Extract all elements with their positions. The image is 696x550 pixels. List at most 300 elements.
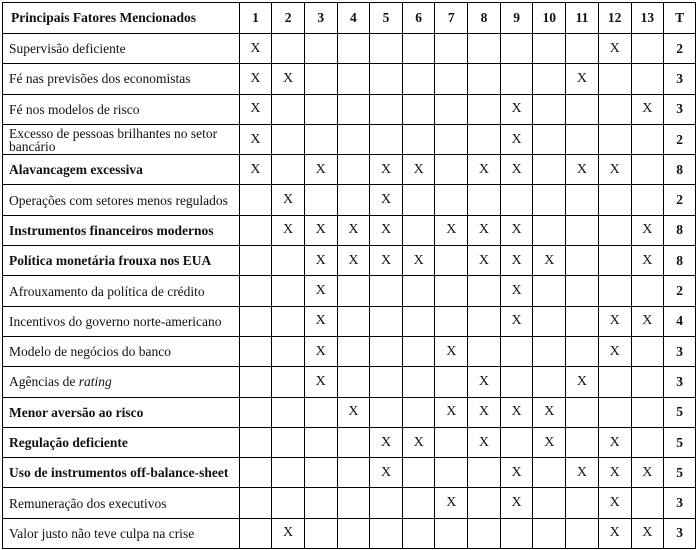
mark-cell <box>598 94 631 124</box>
row-total: 2 <box>664 124 696 154</box>
mark-cell <box>370 306 403 336</box>
mark-cell <box>304 94 337 124</box>
mark-cell <box>533 215 566 245</box>
mark-cell <box>337 306 370 336</box>
factor-label <box>3 367 240 397</box>
mark-cell: X <box>239 34 272 64</box>
mark-cell: X <box>500 246 533 276</box>
mark-cell <box>304 64 337 94</box>
mark-cell <box>337 94 370 124</box>
mark-cell <box>631 34 664 64</box>
mark-cell <box>533 34 566 64</box>
mark-cell <box>272 458 305 488</box>
mark-cell <box>304 397 337 427</box>
factor-text: Instrumentos financeiros modernos <box>9 222 214 238</box>
mark-cell <box>566 124 599 154</box>
factor-text: Uso de instrumentos off-balance-sheet <box>9 465 229 481</box>
mark-cell <box>337 64 370 94</box>
table-row <box>3 427 696 457</box>
mark-cell <box>566 246 599 276</box>
mark-cell <box>468 276 501 306</box>
mark-cell <box>370 34 403 64</box>
mark-cell <box>435 94 468 124</box>
factor-label <box>3 64 240 94</box>
row-total: 2 <box>664 34 696 64</box>
column-header-6: 6 <box>402 3 435 34</box>
mark-cell <box>402 488 435 518</box>
mark-cell: X <box>500 276 533 306</box>
factor-label <box>3 397 240 427</box>
mark-cell <box>468 518 501 548</box>
factor-text: Afrouxamento da política de crédito <box>9 283 205 299</box>
mark-cell <box>337 336 370 366</box>
mark-cell <box>370 397 403 427</box>
mark-cell: X <box>239 155 272 185</box>
mark-cell <box>631 367 664 397</box>
factor-label <box>3 427 240 457</box>
mark-cell: X <box>304 306 337 336</box>
mark-cell: X <box>598 306 631 336</box>
factor-label <box>3 246 240 276</box>
mark-cell <box>468 458 501 488</box>
mark-cell: X <box>598 458 631 488</box>
mark-cell <box>435 276 468 306</box>
mark-cell <box>337 124 370 154</box>
mark-cell <box>435 64 468 94</box>
mark-cell: X <box>468 215 501 245</box>
mark-cell <box>402 306 435 336</box>
factor-text: Incentivos do governo norte-americano <box>9 313 222 329</box>
mark-cell <box>468 185 501 215</box>
mark-cell: X <box>533 397 566 427</box>
mark-cell <box>370 488 403 518</box>
table-body <box>3 34 696 549</box>
mark-cell <box>435 518 468 548</box>
mark-cell: X <box>598 336 631 366</box>
mark-cell <box>631 276 664 306</box>
mark-cell <box>337 427 370 457</box>
mark-cell: X <box>598 427 631 457</box>
mark-cell <box>239 458 272 488</box>
mark-cell: X <box>304 276 337 306</box>
mark-cell <box>533 367 566 397</box>
mark-cell <box>272 124 305 154</box>
mark-cell <box>402 94 435 124</box>
factor-text: Modelo de negócios do banco <box>9 344 171 360</box>
factor-label <box>3 185 240 215</box>
table-row <box>3 155 696 185</box>
column-header-4: 4 <box>337 3 370 34</box>
mark-cell: X <box>304 246 337 276</box>
mark-cell: X <box>370 155 403 185</box>
mark-cell <box>533 64 566 94</box>
row-total: 8 <box>664 155 696 185</box>
mark-cell: X <box>370 458 403 488</box>
table-row <box>3 397 696 427</box>
mark-cell: X <box>566 64 599 94</box>
factor-text: Fé nos modelos de risco <box>9 101 140 117</box>
row-total: 2 <box>664 276 696 306</box>
mark-cell <box>272 427 305 457</box>
mark-cell <box>337 458 370 488</box>
mark-cell: X <box>304 215 337 245</box>
mark-cell <box>304 458 337 488</box>
mark-cell <box>304 34 337 64</box>
mark-cell: X <box>337 246 370 276</box>
mark-cell <box>402 458 435 488</box>
mark-cell <box>435 124 468 154</box>
mark-cell: X <box>631 94 664 124</box>
mark-cell: X <box>304 367 337 397</box>
mark-cell: X <box>468 427 501 457</box>
factor-text: Operações com setores menos regulados <box>9 192 228 208</box>
mark-cell <box>566 94 599 124</box>
mark-cell <box>631 155 664 185</box>
row-total: 3 <box>664 488 696 518</box>
mark-cell <box>500 427 533 457</box>
mark-cell <box>533 155 566 185</box>
row-total: 4 <box>664 306 696 336</box>
factor-text: Remuneração dos executivos <box>9 495 167 511</box>
mark-cell <box>370 64 403 94</box>
mark-cell: X <box>370 185 403 215</box>
mark-cell: X <box>239 124 272 154</box>
column-header-1: 1 <box>239 3 272 34</box>
mark-cell <box>598 64 631 94</box>
mark-cell <box>402 276 435 306</box>
mark-cell: X <box>631 458 664 488</box>
factor-text-italic: rating <box>78 374 112 390</box>
mark-cell <box>435 155 468 185</box>
mark-cell <box>598 397 631 427</box>
table-row <box>3 458 696 488</box>
mark-cell <box>337 155 370 185</box>
mark-cell <box>566 427 599 457</box>
row-total: 5 <box>664 427 696 457</box>
mark-cell <box>533 458 566 488</box>
mark-cell <box>598 367 631 397</box>
row-total: 5 <box>664 397 696 427</box>
mark-cell <box>468 336 501 366</box>
mark-cell <box>598 215 631 245</box>
mark-cell <box>272 367 305 397</box>
mark-cell <box>239 306 272 336</box>
factor-column-header: Principais Fatores Mencionados <box>3 3 240 34</box>
mark-cell <box>631 336 664 366</box>
mark-cell <box>435 306 468 336</box>
mark-cell <box>500 34 533 64</box>
mark-cell <box>533 276 566 306</box>
mark-cell <box>631 64 664 94</box>
mark-cell <box>402 185 435 215</box>
mark-cell: X <box>402 427 435 457</box>
mark-cell: X <box>500 458 533 488</box>
mark-cell: X <box>402 155 435 185</box>
table-row <box>3 306 696 336</box>
column-header-8: 8 <box>468 3 501 34</box>
mark-cell <box>468 306 501 336</box>
mark-cell <box>566 306 599 336</box>
row-total: 2 <box>664 185 696 215</box>
mark-cell <box>402 397 435 427</box>
mark-cell: X <box>304 336 337 366</box>
mark-cell: X <box>435 397 468 427</box>
table-row <box>3 488 696 518</box>
mark-cell <box>533 306 566 336</box>
column-header-3: 3 <box>304 3 337 34</box>
column-header-10: 10 <box>533 3 566 34</box>
mark-cell: X <box>239 64 272 94</box>
mark-cell <box>631 185 664 215</box>
mark-cell <box>566 185 599 215</box>
mark-cell <box>272 397 305 427</box>
mark-cell: X <box>337 397 370 427</box>
mark-cell: X <box>566 367 599 397</box>
factor-label <box>3 306 240 336</box>
column-header-12: 12 <box>598 3 631 34</box>
row-total: 8 <box>664 246 696 276</box>
mark-cell <box>500 64 533 94</box>
mark-cell <box>631 488 664 518</box>
row-total: 5 <box>664 458 696 488</box>
mark-cell <box>435 246 468 276</box>
mark-cell <box>435 458 468 488</box>
mark-cell <box>468 488 501 518</box>
table-row <box>3 336 696 366</box>
mark-cell <box>598 246 631 276</box>
table-row <box>3 518 696 548</box>
mark-cell <box>402 336 435 366</box>
mark-cell <box>304 488 337 518</box>
mark-cell: X <box>533 427 566 457</box>
mark-cell <box>239 215 272 245</box>
mark-cell <box>304 518 337 548</box>
column-header-7: 7 <box>435 3 468 34</box>
mark-cell <box>468 124 501 154</box>
mark-cell <box>337 488 370 518</box>
mark-cell <box>304 427 337 457</box>
mark-cell <box>631 397 664 427</box>
mark-cell: X <box>435 488 468 518</box>
mark-cell: X <box>370 215 403 245</box>
mark-cell: X <box>598 518 631 548</box>
mark-cell <box>500 367 533 397</box>
mark-cell <box>402 64 435 94</box>
mark-cell: X <box>500 488 533 518</box>
mark-cell <box>272 94 305 124</box>
table-row <box>3 94 696 124</box>
mark-cell <box>402 367 435 397</box>
column-header-13: 13 <box>631 3 664 34</box>
mark-cell <box>239 336 272 366</box>
row-total: 8 <box>664 215 696 245</box>
factor-label <box>3 34 240 64</box>
row-total: 3 <box>664 518 696 548</box>
column-header-2: 2 <box>272 3 305 34</box>
mark-cell: X <box>272 64 305 94</box>
mark-cell: X <box>631 215 664 245</box>
mark-cell <box>272 155 305 185</box>
mark-cell <box>533 124 566 154</box>
mark-cell: X <box>533 246 566 276</box>
mark-cell: X <box>500 397 533 427</box>
mark-cell: X <box>272 185 305 215</box>
mark-cell <box>239 488 272 518</box>
mark-cell <box>272 276 305 306</box>
mark-cell <box>402 215 435 245</box>
mark-cell <box>402 124 435 154</box>
mark-cell: X <box>239 94 272 124</box>
mark-cell <box>337 367 370 397</box>
mark-cell <box>304 124 337 154</box>
mark-cell <box>435 34 468 64</box>
mark-cell <box>598 276 631 306</box>
factor-label <box>3 124 240 154</box>
table-row <box>3 124 696 154</box>
factor-text: Regulação deficiente <box>9 435 128 450</box>
mark-cell: X <box>598 155 631 185</box>
factor-text: Supervisão deficiente <box>9 41 126 57</box>
mark-cell <box>566 397 599 427</box>
factor-text: Menor aversão ao risco <box>9 404 144 420</box>
mark-cell <box>370 94 403 124</box>
mark-cell <box>239 185 272 215</box>
mark-cell <box>500 336 533 366</box>
factor-label <box>3 276 240 306</box>
row-total: 3 <box>664 336 696 366</box>
mark-cell <box>566 336 599 366</box>
mark-cell: X <box>402 246 435 276</box>
mark-cell <box>239 397 272 427</box>
mark-cell <box>435 367 468 397</box>
mark-cell <box>566 518 599 548</box>
mark-cell <box>239 246 272 276</box>
factor-text: Alavancagem excessiva <box>9 162 143 178</box>
mark-cell: X <box>272 518 305 548</box>
mark-cell: X <box>468 246 501 276</box>
mark-cell <box>370 276 403 306</box>
mark-cell <box>272 488 305 518</box>
mark-cell <box>566 276 599 306</box>
factors-table <box>2 2 696 549</box>
table-row <box>3 34 696 64</box>
mark-cell: X <box>435 336 468 366</box>
table-row <box>3 276 696 306</box>
mark-cell <box>402 34 435 64</box>
factor-label <box>3 518 240 548</box>
mark-cell: X <box>337 215 370 245</box>
mark-cell: X <box>598 34 631 64</box>
factor-label <box>3 215 240 245</box>
mark-cell <box>631 427 664 457</box>
mark-cell <box>337 518 370 548</box>
factor-text: Agências de <box>9 374 79 390</box>
mark-cell <box>435 427 468 457</box>
mark-cell <box>337 276 370 306</box>
mark-cell <box>239 518 272 548</box>
mark-cell <box>272 306 305 336</box>
table-row <box>3 64 696 94</box>
mark-cell: X <box>598 488 631 518</box>
mark-cell <box>370 124 403 154</box>
mark-cell: X <box>566 155 599 185</box>
mark-cell <box>239 276 272 306</box>
mark-cell: X <box>631 306 664 336</box>
mark-cell: X <box>500 94 533 124</box>
mark-cell <box>272 246 305 276</box>
mark-cell <box>402 518 435 548</box>
mark-cell: X <box>272 215 305 245</box>
mark-cell <box>468 94 501 124</box>
mark-cell: X <box>566 458 599 488</box>
factor-text: Valor justo não teve culpa na crise <box>9 525 195 541</box>
mark-cell <box>566 215 599 245</box>
mark-cell <box>370 336 403 366</box>
mark-cell <box>500 518 533 548</box>
mark-cell: X <box>370 427 403 457</box>
table-row <box>3 215 696 245</box>
mark-cell <box>500 185 533 215</box>
mark-cell <box>272 34 305 64</box>
mark-cell <box>631 124 664 154</box>
mark-cell <box>533 488 566 518</box>
mark-cell <box>239 367 272 397</box>
mark-cell <box>337 185 370 215</box>
mark-cell <box>304 185 337 215</box>
total-column-header: T <box>664 3 696 34</box>
mark-cell <box>435 185 468 215</box>
mark-cell <box>533 94 566 124</box>
mark-cell <box>598 185 631 215</box>
factor-label <box>3 488 240 518</box>
mark-cell: X <box>468 397 501 427</box>
factor-label <box>3 94 240 124</box>
table-row <box>3 246 696 276</box>
table-header-row <box>3 3 696 34</box>
mark-cell: X <box>500 124 533 154</box>
mark-cell <box>337 34 370 64</box>
mark-cell <box>468 64 501 94</box>
column-header-9: 9 <box>500 3 533 34</box>
mark-cell: X <box>435 215 468 245</box>
factor-label <box>3 336 240 366</box>
mark-cell <box>533 336 566 366</box>
mark-cell <box>566 488 599 518</box>
mark-cell <box>533 518 566 548</box>
mark-cell: X <box>500 306 533 336</box>
factor-label <box>3 458 240 488</box>
mark-cell: X <box>500 215 533 245</box>
mark-cell <box>598 124 631 154</box>
row-total: 3 <box>664 367 696 397</box>
factor-text: Fé nas previsões dos economistas <box>9 71 191 87</box>
mark-cell: X <box>631 246 664 276</box>
row-total: 3 <box>664 64 696 94</box>
column-header-5: 5 <box>370 3 403 34</box>
factor-text: Excesso de pessoas brilhantes no setor bancário <box>9 125 218 154</box>
mark-cell <box>239 427 272 457</box>
mark-cell: X <box>631 518 664 548</box>
factor-text: Política monetária frouxa nos EUA <box>9 253 212 269</box>
mark-cell <box>533 185 566 215</box>
mark-cell: X <box>500 155 533 185</box>
column-header-11: 11 <box>566 3 599 34</box>
table-row <box>3 185 696 215</box>
factor-label <box>3 155 240 185</box>
mark-cell: X <box>304 155 337 185</box>
table-row <box>3 367 696 397</box>
mark-cell: X <box>370 246 403 276</box>
